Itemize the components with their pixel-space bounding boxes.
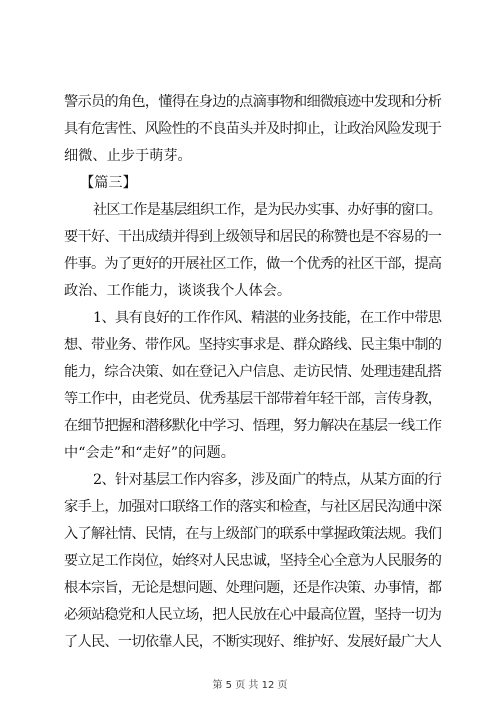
line-text: 了人民、一切依靠人民，不断实现好、维护好、发展好最广大人: [64, 634, 442, 650]
line-text: 入了解社情、民情，在与上级部门的联系中掌握政策法规。我们: [64, 526, 442, 542]
text-line: [0, 574, 500, 602]
line-text: 要立足工作岗位，始终对人民忠诚，坚持全心全意为人民服务的: [64, 553, 442, 569]
section-heading: [0, 169, 500, 197]
text-line: [0, 493, 500, 521]
page-number-label: 第 5 页 共 12 页: [212, 680, 288, 691]
line-text: 根本宗旨，无论是想问题、处理问题，还是作决策、办事情，都: [64, 580, 442, 596]
line-text: 政治、工作能力，谈谈我个人体会。: [64, 283, 292, 299]
line-text: 1、具有良好的工作作风、精湛的业务技能，在工作中带思: [93, 310, 442, 326]
text-line: [0, 520, 500, 548]
text-line: [0, 88, 500, 116]
line-text: 等工作中，由老党员、优秀基层干部带着年轻干部，言传身教，: [64, 391, 442, 407]
line-text: 想、带业务、带作风。坚持实事求是、群众路线、民主集中制的: [64, 337, 442, 353]
text-line: [0, 250, 500, 278]
text-line: [0, 223, 500, 251]
text-line: [0, 385, 500, 413]
text-line: [0, 331, 500, 359]
text-line: [0, 466, 500, 494]
line-text: 警示员的角色，懂得在身边的点滴事物和细微痕迹中发现和分析: [64, 94, 442, 110]
text-line: [0, 304, 500, 332]
section-heading-text: 【篇三】: [80, 175, 137, 191]
text-line: [0, 115, 500, 143]
text-line: [0, 196, 500, 224]
text-line: [0, 358, 500, 386]
text-line: [0, 439, 500, 467]
line-text: 2、针对基层工作内容多，涉及面广的特点，从某方面的行: [93, 472, 442, 488]
text-line: [0, 547, 500, 575]
text-line: [0, 601, 500, 629]
text-line: [0, 142, 500, 170]
line-text: 必须站稳党和人民立场，把人民放在心中最高位置，坚持一切为: [64, 607, 442, 623]
line-text: 能力，综合决策、如在登记入户信息、走访民情、处理违建乱搭: [64, 364, 442, 380]
line-text: 具有危害性、风险性的不良苗头并及时抑止，让政治风险发现于: [64, 121, 442, 137]
text-line: [0, 628, 500, 656]
line-text: 要干好、干出成绩并得到上级领导和居民的称赞也是不容易的一: [64, 229, 442, 245]
line-text: 社区工作是基层组织工作，是为民办实事、办好事的窗口。: [93, 202, 442, 218]
line-text: 家手上，加强对口联络工作的落实和检查，与社区居民沟通中深: [64, 499, 442, 515]
text-line: [0, 277, 500, 305]
line-text: 在细节把握和潜移默化中学习、悟理，努力解决在基层一线工作: [64, 418, 442, 434]
line-text: 中“会走”和“走好”的问题。: [64, 445, 235, 461]
text-line: [0, 412, 500, 440]
line-text: 细微、止步于萌芽。: [64, 148, 192, 164]
page-footer: [0, 676, 500, 691]
line-text: 件事。为了更好的开展社区工作，做一个优秀的社区干部，提高: [64, 256, 442, 272]
